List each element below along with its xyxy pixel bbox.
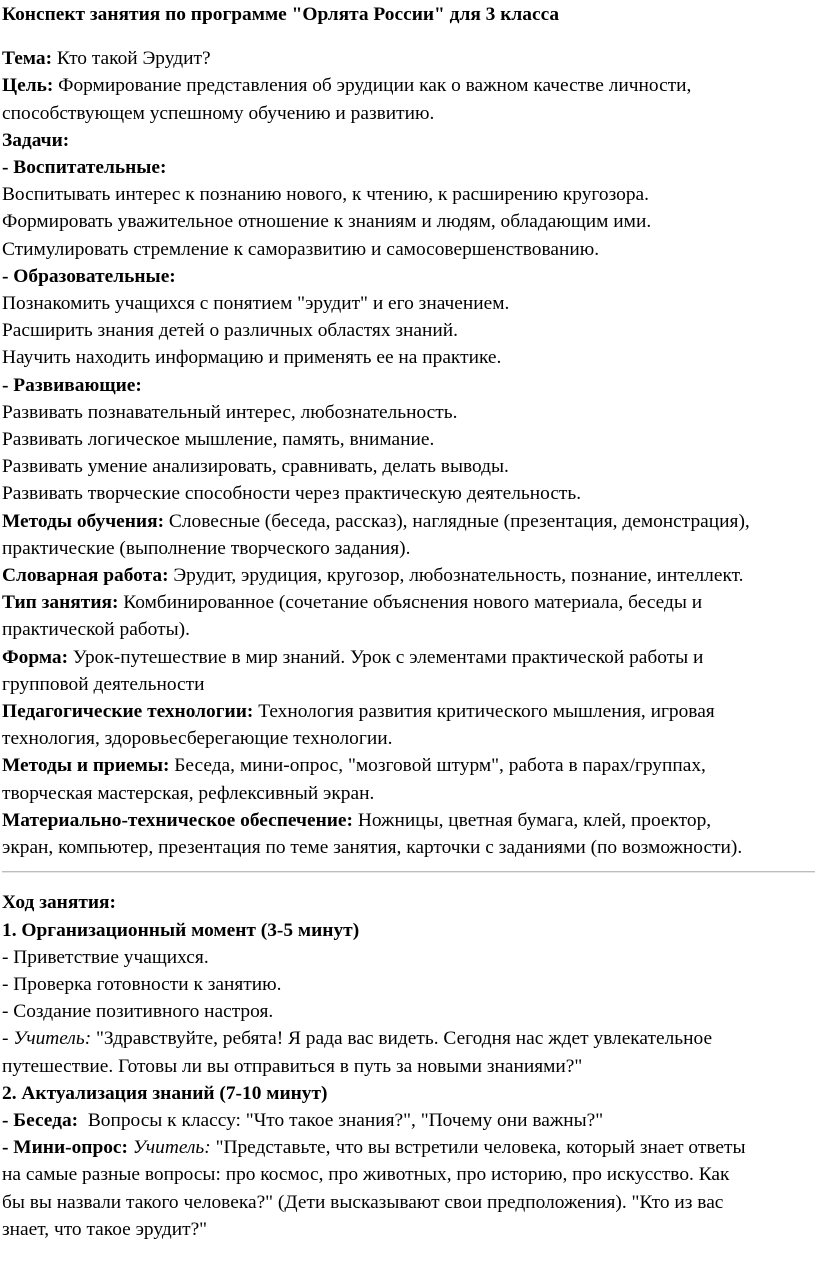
stage-1-heading: 1. Организационный момент (3-5 минут) <box>2 919 360 941</box>
topic-text: Кто такой Эрудит? <box>52 48 211 70</box>
lesson-heading: Ход занятия: <box>2 892 116 914</box>
list-item: Развивать логическое мышление, память, внимание. <box>2 429 435 451</box>
materials-block: Материально-техническое обеспечение: Ножницы, цветная бумага, клей, проектор, экран, компьютер, презентация по теме занятия, карточки с заданиями (по возможности). <box>2 809 743 859</box>
talk-label: - Беседа: <box>2 1109 79 1131</box>
list-item: Стимулировать стремление к саморазвитию и самосовершенствованию. <box>2 238 600 260</box>
list-item: Расширить знания детей о различных областях знаний. <box>2 320 459 342</box>
list-item: - Приветствие учащихся. <box>2 946 209 968</box>
section-divider <box>2 871 815 873</box>
list-item: Научить находить информацию и применять ее на практике. <box>2 347 502 369</box>
materials-label: Материально-техническое обеспечение: <box>2 809 353 831</box>
vocabulary-line: Словарная работа: Эрудит, эрудиция, кругозор, любознательность, познание, интеллект. <box>2 565 744 587</box>
methods-label: Методы обучения: <box>2 510 165 532</box>
technologies-label: Педагогические технологии: <box>2 701 254 723</box>
vocabulary-label: Словарная работа: <box>2 565 169 587</box>
list-item: Воспитывать интерес к познанию нового, к чтению, к расширению кругозора. <box>2 184 649 206</box>
lesson-type-label: Тип занятия: <box>2 592 119 614</box>
list-item: Познакомить учащихся с понятием "эрудит" и его значением. <box>2 293 510 315</box>
stage-1: 1. Организационный момент (3-5 минут) - Приветствие учащихся. - Проверка готовности к занятию. - Создание позитивного настроя. - Учитель: "Здравствуйте, ребята! Я рада вас видеть. Сегодня нас ждет увлекательное путешествие. Готовы ли вы отправиться в путь за новыми знаниями?" <box>2 917 816 1080</box>
goal-block: Цель: Формирование представления об эрудиции как о важном качестве личности, способствующем успешному обучению и развитию. <box>2 75 692 124</box>
poll-label: - Мини-опрос: <box>2 1137 128 1159</box>
list-item: Развивать познавательный интерес, любознательность. <box>2 401 458 423</box>
tasks-heading: Задачи: <box>2 129 70 151</box>
methods-block: Методы обучения: Словесные (беседа, рассказ), наглядные (презентация, демонстрация), практические (выполнение творческого задания). <box>2 510 750 559</box>
tasks-developing <box>2 372 816 508</box>
topic-label: Тема: <box>2 48 53 70</box>
list-item: Развивать творческие способности через практическую деятельность. <box>2 483 582 505</box>
list-item: - Создание позитивного настроя. <box>2 1001 274 1023</box>
form-label: Форма: <box>2 646 69 668</box>
form-block: Форма: Урок-путешествие в мир знаний. Урок с элементами практической работы и групповой деятельности <box>2 646 704 695</box>
list-item: Развивать умение анализировать, сравнивать, делать выводы. <box>2 456 509 478</box>
educational-label: - Воспитательные: <box>2 157 167 179</box>
stage-2-heading: 2. Актуализация знаний (7-10 минут) <box>2 1082 328 1104</box>
lesson-type-block: Тип занятия: Комбинированное (сочетание объяснения нового материала, беседы и практической работы). <box>2 592 703 641</box>
techniques-block: Методы и приемы: Беседа, мини-опрос, "мозговой штурм", работа в парах/группах, творческая мастерская, рефлексивный экран. <box>2 755 706 804</box>
list-item: - Проверка готовности к занятию. <box>2 973 282 995</box>
stage-2: 2. Актуализация знаний (7-10 минут) - Беседа: Вопросы к классу: "Что такое знания?", "Почему они важны?" - Мини-опрос: Учитель: "Представьте, что вы встретили человека, который знает ответы на самые разные вопросы: про космос, про животных, про историю, про искусство. Как бы вы назвали такого человека?" (Дети высказывают свои предположения). "Кто из вас знает, что такое эрудит?" <box>2 1082 746 1240</box>
document-title: Конспект занятия по программе "Орлята России" для 3 класса <box>2 4 560 25</box>
techniques-label: Методы и приемы: <box>2 755 170 777</box>
teacher-label: Учитель: <box>13 1028 92 1050</box>
technologies-block: Педагогические технологии: Технология развития критического мышления, игровая технология, здоровьесберегающие технологии. <box>2 701 715 750</box>
tasks-educational <box>2 154 816 263</box>
learning-label: - Образовательные: <box>2 265 176 287</box>
developing-label: - Развивающие: <box>2 374 142 396</box>
teacher-label: Учитель: <box>132 1137 211 1159</box>
list-item: Формировать уважительное отношение к знаниям и людям, обладающим ими. <box>2 211 652 233</box>
goal-label: Цель: <box>2 75 54 97</box>
tasks-learning <box>2 263 816 372</box>
topic-line <box>2 45 816 72</box>
